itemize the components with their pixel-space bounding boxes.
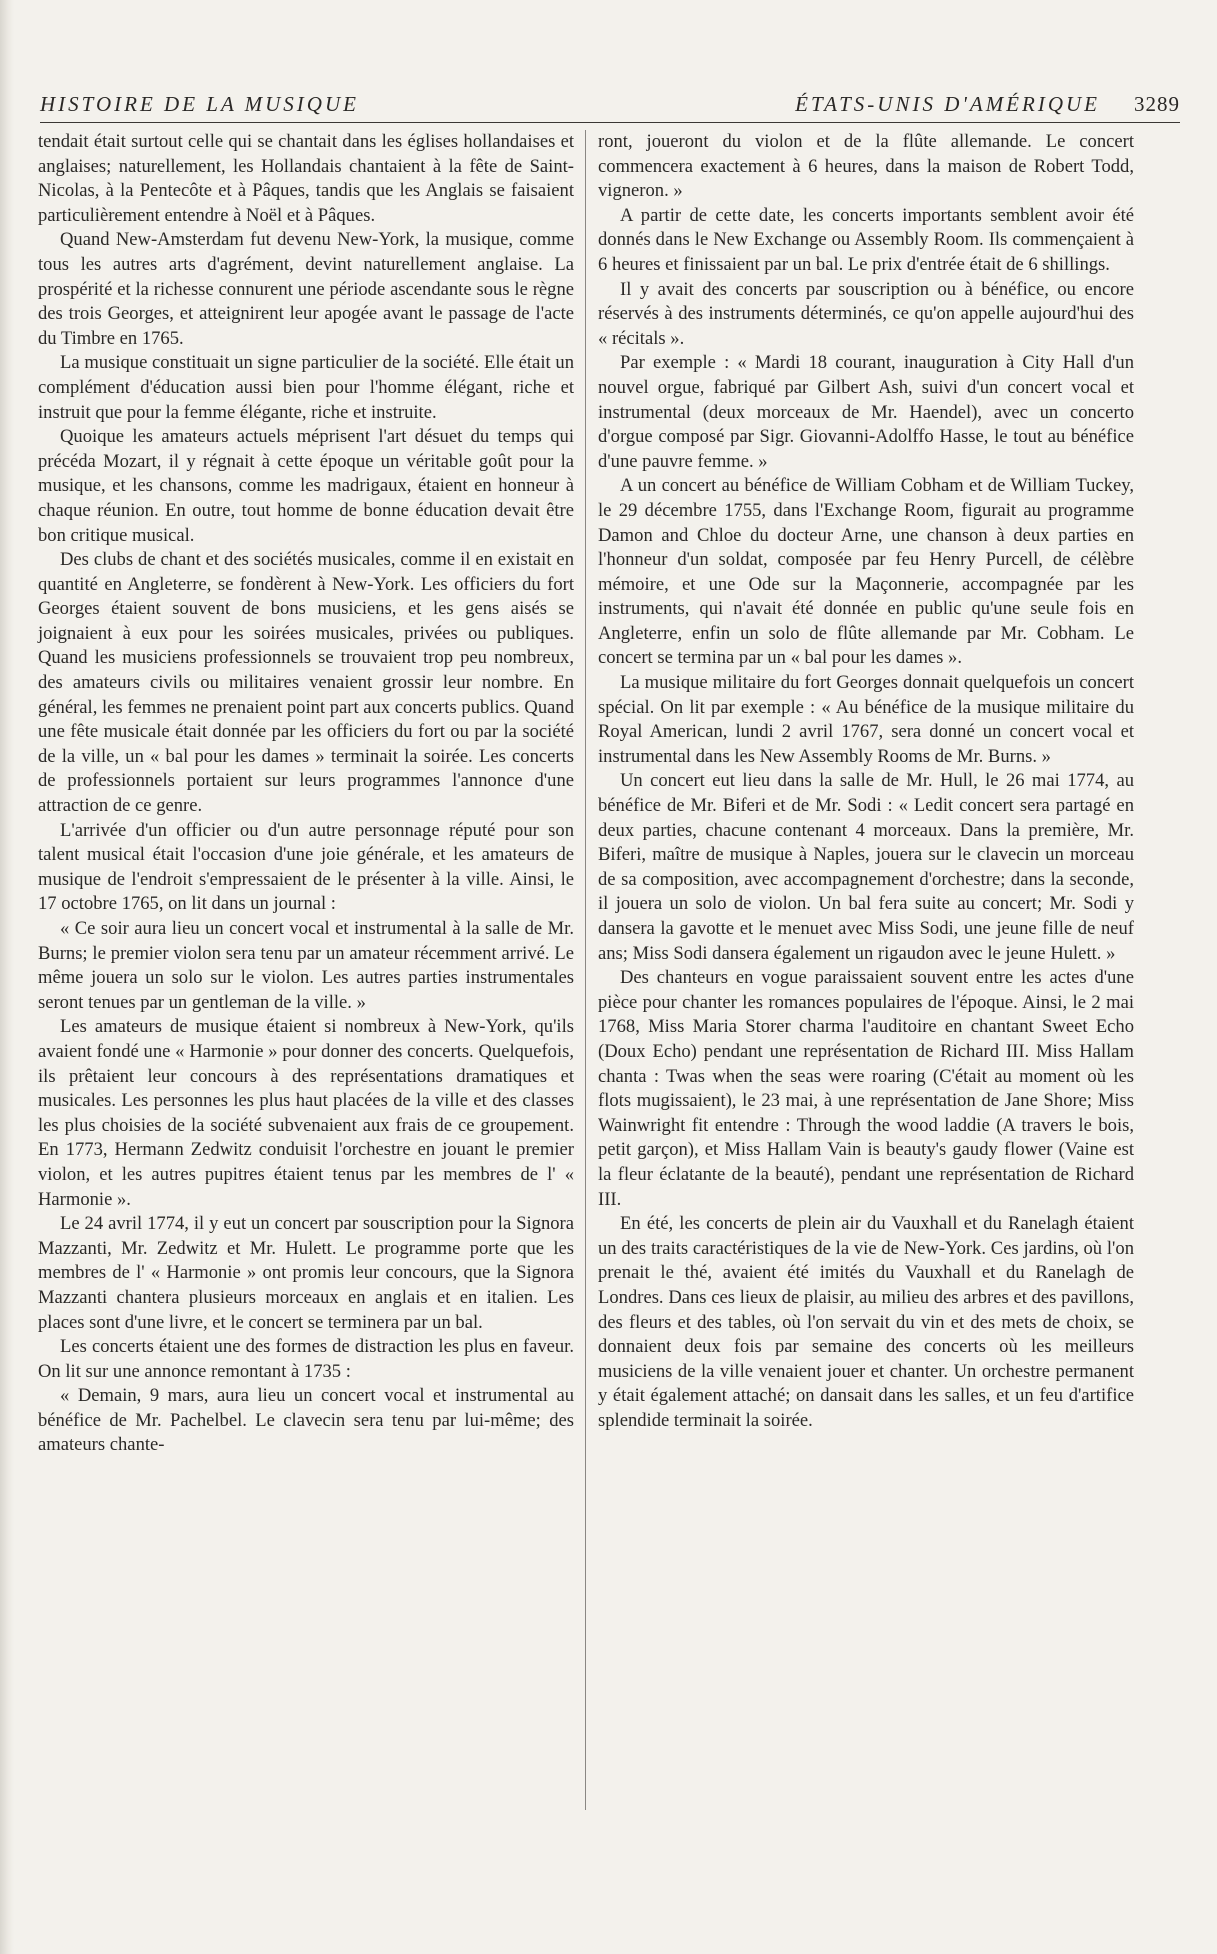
paragraph: Quoique les amateurs actuels méprisent l'art désuet du temps qui précéda Mozart, il y régnait à cette époque un véritable goût pour la musique, et les chansons, comme les madrigaux, étaient en honneur à chaque réunion. En outre, tout homme de bonne éducation devait être bon critique musical. (38, 426, 574, 546)
paragraph: Les amateurs de musique étaient si nombreux à New-York, qu'ils avaient fondé une « Harmonie » pour donner des concerts. Quelquefois, ils prêtaient leur concours à des représentations dramatiques et musicales. Les personnes les plus haut placées de la ville et des classes les plus choisies de la société subvenaient aux frais de ce groupement. En 1773, Hermann Zedwitz conduisit l'orchestre en jouant le premier violon, et les autres pupitres étaient tenus par les membres de l' « Harmonie ». (38, 1016, 574, 1210)
paragraph: « Ce soir aura lieu un concert vocal et instrumental à la salle de Mr. Burns; le premier violon sera tenu par un amateur récemment arrivé. Le même jouera un solo sur le violon. Les autres parties instrumentales seront tenues par un gentleman de la ville. » (38, 918, 574, 1013)
paragraph: Les concerts étaient une des formes de distraction les plus en faveur. On lit sur une annonce remontant à 1735 : (38, 1336, 574, 1382)
page-number: 3289 (1134, 92, 1180, 116)
paragraph: A partir de cette date, les concerts importants semblent avoir été donnés dans le New Exchange ou Assembly Room. Ils commençaient à 6 heures et finissaient par un bal. Le prix d'entrée était de 6 shillings. (598, 204, 1134, 275)
paragraph: Des clubs de chant et des sociétés musicales, comme il en existait en quantité en Angleterre, se fondèrent à New-York. Les officiers du fort Georges étaient souvent de bons musiciens, et les gens aisés se joignaient à eux pour les soirées musicales, privées ou publiques. Quand les musiciens professionnels se trouvaient trop peu nombreux, des amateurs civils ou militaires venaient grossir leur nombre. En général, les femmes ne prenaient point part aux concerts publics. Quand une fête musicale était donnée par les officiers du fort ou par la société de la ville, un « bal pour les dames » terminait la soirée. Les concerts de professionnels portaient sur leurs programmes l'annonce d'une attraction de ce genre. (38, 549, 574, 817)
paragraph: A un concert au bénéfice de William Cobham et de William Tuckey, le 29 décembre 1755, dans l'Exchange Room, figurait au programme Damon and Chloe du docteur Arne, une chanson à deux parties en l'honneur d'un soldat, composée par feu Henry Purcell, de célèbre mémoire, et une Ode sur la Maçonnerie, accompagnée par les instruments, qui n'avait été donnée en public qu'une seule fois en Angleterre, enfin un solo de flûte allemande par Mr. Cobham. Le concert se termina par un « bal pour les dames ». (598, 475, 1134, 669)
paragraph: L'arrivée d'un officier ou d'un autre personnage réputé pour son talent musical était l'occasion d'une joie générale, et les amateurs de musique de l'endroit s'empressaient de le présenter à la ville. Ainsi, le 17 octobre 1765, on lit dans un journal : (38, 819, 574, 915)
paragraph: Il y avait des concerts par souscription ou à bénéfice, ou encore réservés à des instruments déterminés, ce qu'on appelle aujourd'hui des « récitals ». (598, 278, 1134, 349)
paragraph: ront, joueront du violon et de la flûte allemande. Le concert commencera exactement à 6 heures, dans la maison de Robert Todd, vigneron. » (598, 131, 1134, 202)
header-rule (40, 122, 1180, 123)
paragraph: Par exemple : « Mardi 18 courant, inauguration à City Hall d'un nouvel orgue, fabriqué par Gilbert Ash, suivi d'un concert vocal et instrumental (deux morceaux de Mr. Haendel), avec un concerto d'orgue composé par Sigr. Giovanni-Adolffo Hasse, le tout au bénéfice d'une pauvre femme. » (598, 352, 1134, 472)
header-chapter-title: ÉTATS-UNIS D'AMÉRIQUE (795, 92, 1100, 116)
left-column (38, 130, 574, 1930)
running-header (40, 92, 1180, 122)
paragraph: Quand New-Amsterdam fut devenu New-York, la musique, comme tous les autres arts d'agrément, devint naturellement anglaise. La prospérité et la richesse connurent une période ascendante sous le règne des trois Georges, et atteignirent leur apogée avant le passage de l'acte du Timbre en 1765. (38, 229, 574, 349)
right-column (598, 130, 1134, 1930)
paragraph: tendait était surtout celle qui se chantait dans les églises hollandaises et anglaises; naturellement, les Hollandais chantaient à la fête de Saint-Nicolas, à la Pentecôte et à Pâques, tandis que les Anglais se faisaient particulièrement entendre à Noël et à Pâques. (38, 131, 574, 226)
header-book-title: HISTOIRE DE LA MUSIQUE (40, 92, 359, 116)
paragraph: Un concert eut lieu dans la salle de Mr. Hull, le 26 mai 1774, au bénéfice de Mr. Biferi et de Mr. Sodi : « Ledit concert sera partagé en deux parties, chacune contenant 4 morceaux. Dans la première, Mr. Biferi, maître de musique à Naples, jouera sur le clavecin un morceau de sa composition, avec accompagnement d'orchestre; dans la seconde, il jouera un solo de violon. Un bal fera suite au concert; Mr. Sodi y dansera la gavotte et le menuet avec Miss Sodi, une jeune fille de neuf ans; Miss Sodi dansera également un rigaudon avec le jeune Hulett. » (598, 770, 1134, 964)
paragraph: La musique constituait un signe particulier de la société. Elle était un complément d'éducation aussi bien pour l'homme élégant, riche et instruit que pour la femme élégante, riche et instruite. (38, 352, 574, 423)
column-divider (585, 130, 586, 1810)
paragraph: Le 24 avril 1774, il y eut un concert par souscription pour la Signora Mazzanti, Mr. Zedwitz et Mr. Hulett. Le programme porte que les membres de l' « Harmonie » ont promis leur concours, que la Signora Mazzanti chantera plusieurs morceaux en anglais et en italien. Les places sont d'une livre, et le concert se terminera par un bal. (38, 1213, 574, 1333)
page-spine-shadow (0, 0, 14, 1954)
paragraph: En été, les concerts de plein air du Vauxhall et du Ranelagh étaient un des traits caractéristiques de la vie de New-York. Ces jardins, où l'on prenait le thé, avaient été imités du Vauxhall et du Ranelagh de Londres. Dans ces lieux de plaisir, au milieu des arbres et des pavillons, des fleurs et des tables, où l'on servait du vin et des mets de choix, se donnaient deux fois par semaine des concerts où les meilleurs musiciens de la ville venaient jouer et chanter. Un orchestre permanent y était également attaché; on dansait dans les salles, et un feu d'artifice splendide terminait la soirée. (598, 1213, 1134, 1431)
paragraph: La musique militaire du fort Georges donnait quelquefois un concert spécial. On lit par exemple : « Au bénéfice de la musique militaire du Royal American, lundi 2 avril 1767, sera donné un concert vocal et instrumental dans les New Assembly Rooms de Mr. Burns. » (598, 672, 1134, 767)
paragraph: « Demain, 9 mars, aura lieu un concert vocal et instrumental au bénéfice de Mr. Pachelbel. Le clavecin sera tenu par lui-même; des amateurs chante- (38, 1385, 574, 1456)
paragraph: Des chanteurs en vogue paraissaient souvent entre les actes d'une pièce pour chanter les romances populaires de l'époque. Ainsi, le 2 mai 1768, Miss Maria Storer charma l'auditoire en chantant Sweet Echo (Doux Echo) pendant une représentation de Richard III. Miss Hallam chanta : Twas when the seas were roaring (C'était au moment où les flots mugissaient), le 23 mai, à une représentation de Jane Shore; Miss Wainwright fit entendre : Through the wood laddie (A travers le bois, petit garçon), et Miss Hallam Vain is beauty's gaudy flower (Vaine est la fleur éclatante de la beauté), pendant une représentation de Richard III. (598, 967, 1134, 1210)
